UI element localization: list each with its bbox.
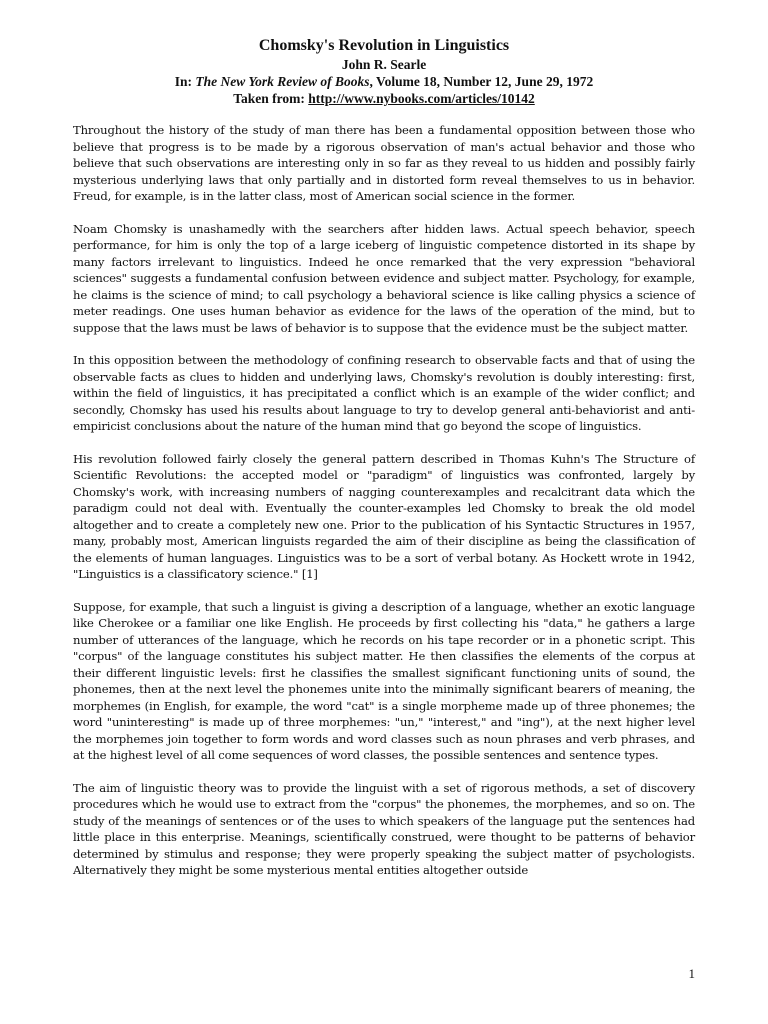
article-author: John R. Searle <box>341 57 427 72</box>
source-details: , Volume 18, Number 12, June 29, 1972 <box>369 74 594 89</box>
page-number: 1 <box>688 966 695 981</box>
article-body <box>73 122 695 895</box>
paragraph: The aim of linguistic theory was to provide the linguist with a set of rigorous methods, a set of discovery procedures which he would use to extract from the "corpus" the phonemes, the morphemes, and so on. The study of the meanings of sentences or of the uses to which speakers of the language put the sentences had little place in this enterprise. Meanings, scientifically construed, were thought to be patterns of behavior determined by stimulus and response; they were properly speaking the subject matter of psychologists. Alternatively they might be some mysterious mental entities altogether outside <box>73 780 695 877</box>
source-citation <box>73 73 695 90</box>
paragraph: In this opposition between the methodology of confining research to observable facts and that of using the observable facts as clues to hidden and underlying laws, Chomsky's revolution is doubly interesting: first, within the field of linguistics, it has precipitated a conflict which is an example of the wider conflict; and secondly, Chomsky has used his results about language to try to develop general anti-behaviorist and anti-empiricist conclusions about the nature of the human mind that go beyond the scope of linguistics. <box>73 353 695 433</box>
paragraph: Noam Chomsky is unashamedly with the searchers after hidden laws. Actual speech behavior, speech performance, for him is only the top of a large iceberg of linguistic competence distorted in its shape by many factors irrelevant to linguistics. Indeed he once remarked that the very expression "behavioral sciences" suggests a fundamental confusion between evidence and subject matter. Psychology, for example, he claims is the science of mind; to call psychology a behavioral science is like calling physics a science of meter readings. One uses human behavior as evidence for the laws of the operation of the mind, but to suppose that the laws must be laws of behavior is to suppose that the evidence must be the subject matter. <box>73 221 695 335</box>
paragraph: Throughout the history of the study of man there has been a fundamental opposition between those who believe that progress is to be made by a rigorous observation of man's actual behavior and those who believe that such observations are interesting only in so far as they reveal to us hidden and possibly fairly mysterious underlying laws that only partially and in distorted form reveal themselves to us in behavior. Freud, for example, is in the latter class, most of American social science in the former. <box>73 123 695 203</box>
taken-prefix: Taken from: <box>233 91 309 106</box>
source-prefix: In: <box>174 74 196 89</box>
paragraph: Suppose, for example, that such a linguist is giving a description of a language, whether an exotic language like Cherokee or a familiar one like English. He proceeds by first collecting his "data," he gathers a large number of utterances of the language, which he records on his tape recorder or in a phonetic script. This "corpus" of the language constitutes his subject matter. He then classifies the elements of the corpus at their different linguistic levels: first he classifies the smallest significant functioning units of sound, the phonemes, then at the next level the phonemes unite into the minimally significant bearers of meaning, the morphemes (in English, for example, the word "cat" is a single morpheme made up of three phonemes; the word "uninteresting" is made up of three morphemes: "un," "interest," and "ing"), at the next higher level the morphemes join together to form words and word classes such as noun phrases and verb phrases, and at the highest level of all come sequences of word classes, the possible sentences and sentence types. <box>73 599 695 762</box>
article-title: Chomsky's Revolution in Linguistics <box>258 37 510 54</box>
source-url-link[interactable]: http://www.nybooks.com/articles/10142 <box>308 91 535 106</box>
taken-from-line <box>73 90 695 107</box>
document-header <box>73 36 695 107</box>
paragraph: His revolution followed fairly closely the general pattern described in Thomas Kuhn's The Structure of Scientific Revolutions: the accepted model or "paradigm" of linguistics was confronted, largely by Chomsky's work, with increasing numbers of nagging counterexamples and recalcitrant data which the paradigm could not deal with. Eventually the counter-examples led Chomsky to break the old model altogether and to create a completely new one. Prior to the publication of his Syntactic Structures in 1957, many, probably most, American linguists regarded the aim of their discipline as being the classification of the elements of human languages. Linguistics was to be a sort of verbal botany. As Hockett wrote in 1942, "Linguistics is a classificatory science." [1] <box>73 451 695 581</box>
source-journal: The New York Review of Books <box>195 74 370 89</box>
